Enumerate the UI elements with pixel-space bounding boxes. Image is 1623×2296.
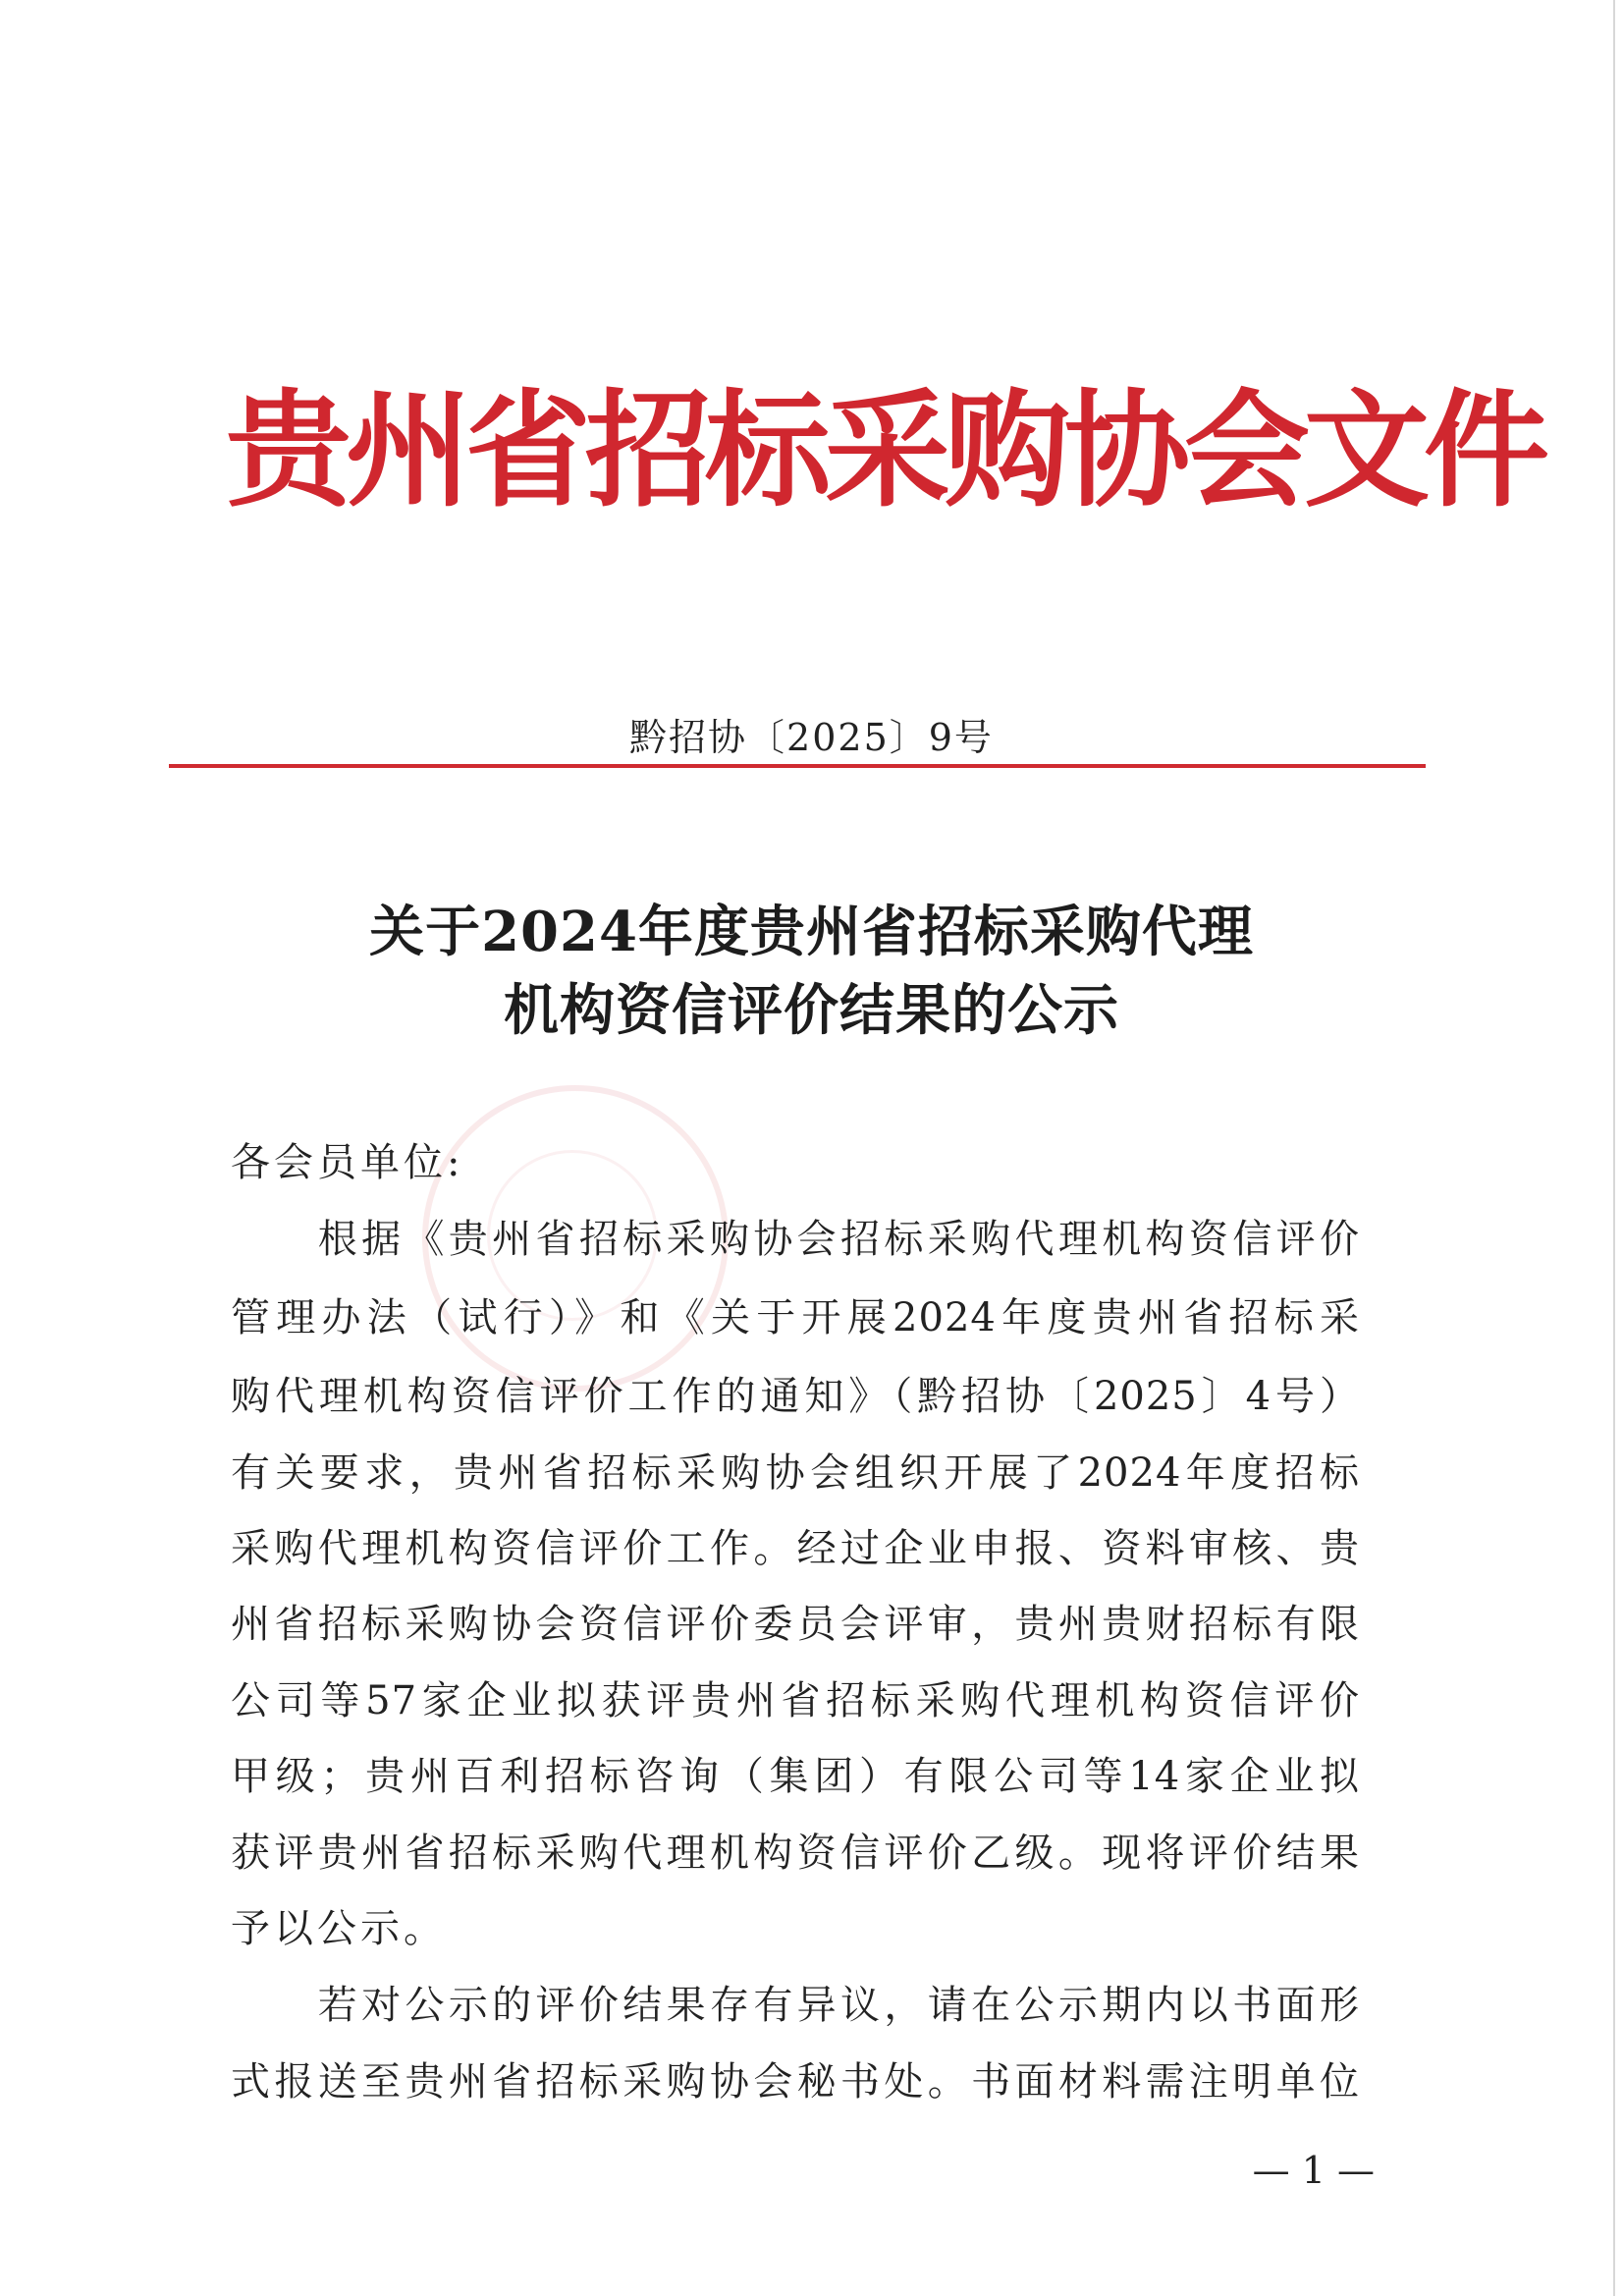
- document-title-line-2: 机构资信评价结果的公示: [504, 978, 1119, 1043]
- paragraph-1-line: 根据《贵州省招标采购协会招标采购代理机构资信评价: [231, 1217, 1360, 1262]
- scan-edge-line: [1613, 0, 1615, 2296]
- paragraph-1-line: 予以公示。: [231, 1906, 447, 1951]
- paragraph-1-line: 公司等57家企业拟获评贵州省招标采购代理机构资信评价: [231, 1678, 1360, 1723]
- paragraph-1-line: 购代理机构资信评价工作的通知》（黔招协〔2025〕4号）: [231, 1374, 1360, 1419]
- paragraph-2-line: 若对公示的评价结果存有异议，请在公示期内以书面形: [231, 1983, 1360, 2028]
- masthead-title: 贵州省招标采购协会文件: [226, 377, 1544, 524]
- document-title-line-1: 关于2024年度贵州省招标采购代理: [369, 900, 1254, 964]
- paragraph-1-line: 州省招标采购协会资信评价委员会评审，贵州贵财招标有限: [231, 1602, 1360, 1647]
- paragraph-1-line: 甲级；贵州百利招标咨询（集团）有限公司等14家企业拟: [231, 1754, 1360, 1799]
- page-number: — 1 —: [1252, 2149, 1375, 2192]
- paragraph-1-line: 采购代理机构资信评价工作。经过企业申报、资料审核、贵: [231, 1526, 1360, 1571]
- paragraph-1-line: 获评贵州省招标采购代理机构资信评价乙级。现将评价结果: [231, 1831, 1360, 1876]
- red-divider-rule: [169, 764, 1426, 768]
- paragraph-1-line: 管理办法（试行）》和《关于开展2024年度贵州省招标采: [231, 1295, 1360, 1340]
- salutation: 各会员单位:: [231, 1140, 464, 1185]
- paragraph-1-line: 有关要求，贵州省招标采购协会组织开展了2024年度招标: [231, 1450, 1360, 1496]
- document-number: 黔招协〔2025〕9号: [629, 716, 994, 759]
- paragraph-2-line: 式报送至贵州省招标采购协会秘书处。书面材料需注明单位: [231, 2059, 1360, 2105]
